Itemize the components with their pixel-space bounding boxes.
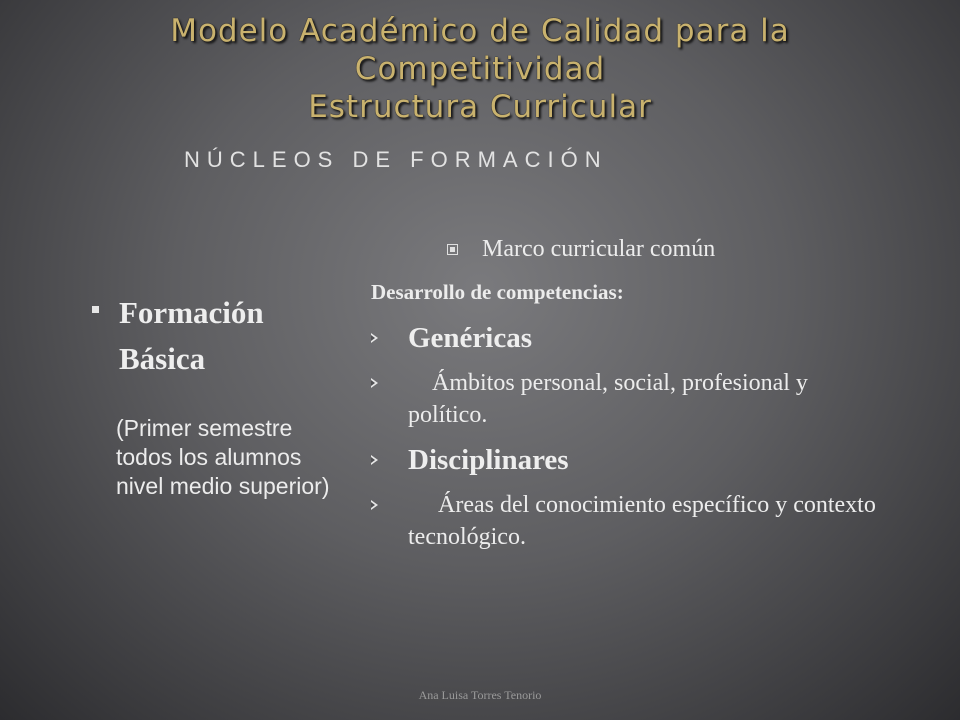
desarrollo-heading: Desarrollo de competencias: [371, 280, 624, 304]
arrow-bullet-icon [371, 378, 378, 388]
slide-title [0, 12, 960, 126]
list-item-ambitos [371, 367, 891, 431]
formacion-basica-heading [92, 290, 342, 382]
heading-line-2: Básica [119, 341, 206, 376]
marco-curricular-text: Marco curricular común [482, 236, 716, 262]
list-item-text: Disciplinares [408, 444, 569, 476]
title-line-3: Estructura Curricular [308, 89, 652, 125]
title-line-1: Modelo Académico de Calidad para la [170, 13, 790, 49]
footer-author: Ana Luisa Torres Tenorio [418, 688, 542, 702]
slide-subtitle: NÚCLEOS DE FORMACIÓN [184, 147, 608, 172]
list-item-text: Áreas del conocimiento específico y contexto tecnológico. [408, 492, 882, 550]
formacion-basica-note: (Primer semestre todos los alumnos nivel medio superior) [116, 415, 330, 499]
list-item-genericas [371, 321, 891, 355]
list-item-text: Genéricas [408, 322, 533, 354]
arrow-bullet-icon [371, 500, 378, 510]
heading-line-1: Formación [119, 295, 264, 330]
right-column [371, 236, 891, 553]
box-bullet-icon [447, 244, 458, 255]
left-column [92, 290, 342, 501]
list-item-disciplinares [371, 443, 891, 477]
title-line-2: Competitividad [354, 51, 606, 87]
arrow-bullet-icon [371, 333, 378, 343]
square-bullet-icon [92, 306, 99, 313]
list-item-areas [371, 489, 891, 553]
marco-curricular-item [447, 236, 891, 263]
list-item-text: Ámbitos personal, social, profesional y político. [408, 370, 814, 428]
arrow-bullet-icon [371, 455, 378, 465]
